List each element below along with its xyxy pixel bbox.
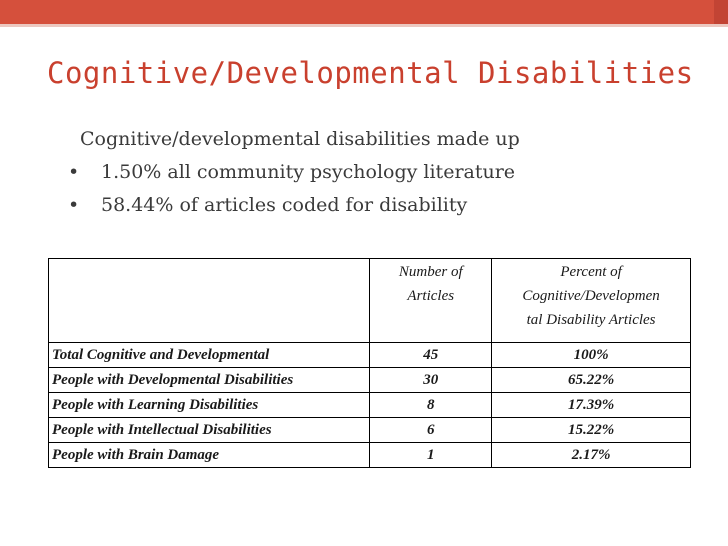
row-label: People with Brain Damage: [49, 443, 370, 468]
header-percent-of-articles: [492, 259, 691, 343]
bullet-text: 1.50% all community psychology literature: [101, 161, 516, 183]
header-line: Number of: [398, 264, 463, 280]
row-percent: 15.22%: [492, 418, 691, 443]
table-row: [49, 418, 691, 443]
header-line: Cognitive/Developmen: [522, 288, 660, 304]
row-percent: 2.17%: [492, 443, 691, 468]
row-percent: 100%: [492, 343, 691, 368]
slide-title: Cognitive/Developmental Disabilities: [47, 56, 694, 90]
row-label: People with Learning Disabilities: [49, 393, 370, 418]
intro-text: Cognitive/developmental disabilities made up: [80, 128, 520, 150]
row-count: 30: [370, 368, 492, 393]
header-line: Articles: [407, 288, 455, 304]
table-header-row: [49, 259, 691, 343]
bullet-dot: •: [68, 194, 80, 216]
row-label: People with Intellectual Disabilities: [49, 418, 370, 443]
row-percent: 17.39%: [492, 393, 691, 418]
top-accent-bar: [0, 0, 728, 24]
table-row: [49, 368, 691, 393]
header-number-of-articles: [370, 259, 492, 343]
disability-table: [48, 258, 691, 468]
header-empty-cell: [49, 259, 370, 343]
row-count: 45: [370, 343, 492, 368]
bullet-item: [68, 194, 467, 216]
bullet-item: [68, 161, 515, 183]
row-percent: 65.22%: [492, 368, 691, 393]
top-accent-corner: [714, 0, 728, 24]
table-row: [49, 443, 691, 468]
row-count: 1: [370, 443, 492, 468]
row-count: 6: [370, 418, 492, 443]
row-label: People with Developmental Disabilities: [49, 368, 370, 393]
header-line: tal Disability Articles: [526, 312, 656, 328]
row-label: Total Cognitive and Developmental: [49, 343, 370, 368]
top-divider-line: [0, 24, 728, 27]
table-row: [49, 393, 691, 418]
bullet-dot: •: [68, 161, 80, 183]
row-count: 8: [370, 393, 492, 418]
table-row: [49, 343, 691, 368]
header-line: Percent of: [560, 264, 622, 280]
bullet-text: 58.44% of articles coded for disability: [101, 194, 468, 216]
